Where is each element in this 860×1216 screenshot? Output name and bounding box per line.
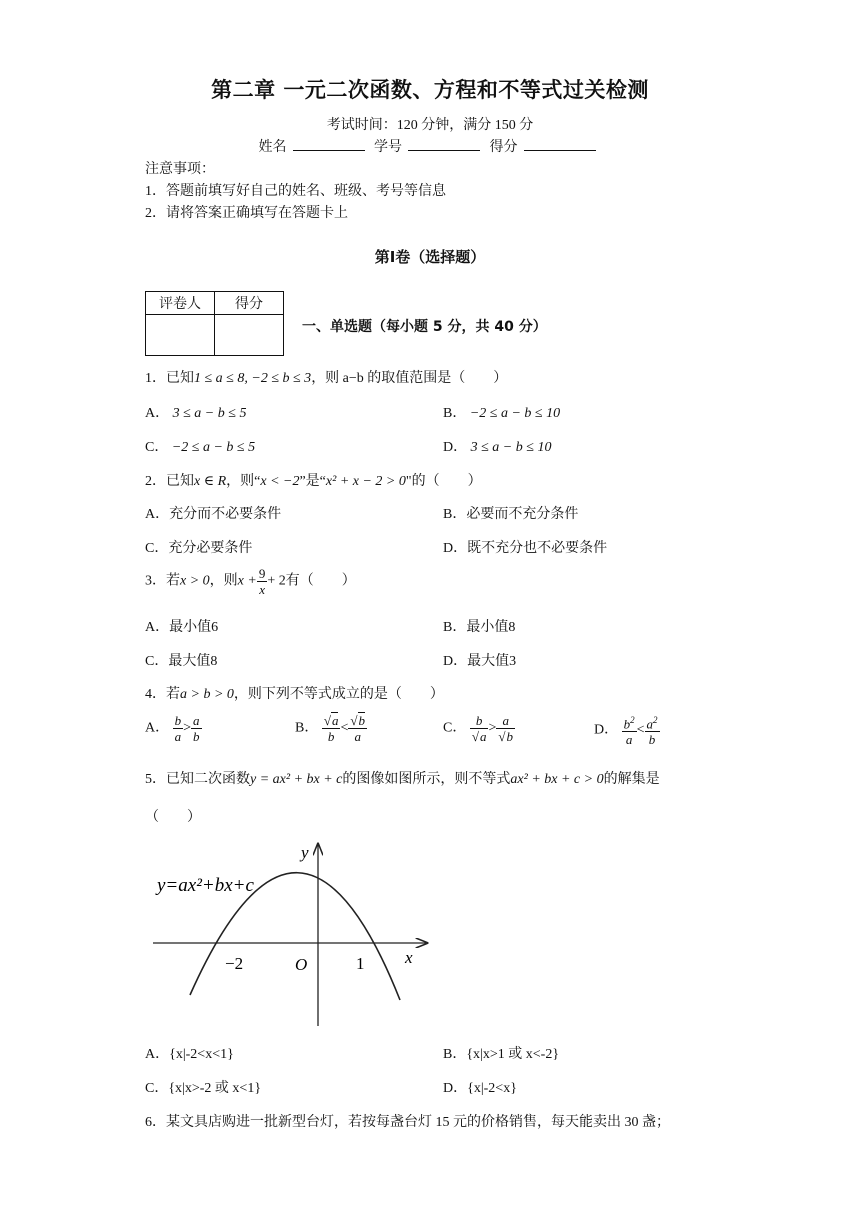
name-blank[interactable]	[293, 138, 365, 151]
q5-option-c[interactable]: C．{x|x>-2 或 x<1}	[145, 1081, 262, 1096]
option-letter: C．	[145, 440, 169, 455]
y-axis-label: y	[301, 843, 309, 862]
fraction	[257, 566, 268, 597]
student-info-line	[0, 136, 860, 156]
question-text: ，则 a−b 的取值范围是（ ）	[311, 371, 508, 386]
math-condition: x < −2	[260, 474, 300, 489]
fraction-numerator: 9	[258, 566, 266, 581]
option-expr: −2 ≤ a − b ≤ 5	[171, 440, 256, 455]
q5-option-a[interactable]: A．{x|-2<x<1}	[145, 1047, 234, 1062]
question-text: 有（ ）	[285, 573, 356, 589]
notes-heading: 注意事项：	[145, 162, 215, 177]
fraction: $\frac{b^2}{a}$	[623, 715, 635, 748]
q2-option-a[interactable]: A．充分而不必要条件	[145, 507, 282, 522]
option-letter: C．	[443, 720, 467, 736]
fraction-denominator: x	[259, 582, 265, 597]
fraction: $\frac{a^2}{b}$	[646, 715, 658, 748]
score-cell[interactable]	[215, 315, 284, 356]
q1-option-a[interactable]	[145, 402, 246, 422]
note-item: 1．答题前填写好自己的姓名、班级、考号等信息	[145, 184, 446, 199]
note-item: 2．请将答案正确填写在答题卡上	[145, 206, 348, 221]
question-4-stem	[145, 683, 444, 703]
question-5-paren: （ ）	[145, 810, 201, 825]
option-letter: D．	[594, 722, 619, 738]
math-condition: x ∈ R	[194, 474, 227, 489]
q5-option-d[interactable]: D．{x|-2<x}	[443, 1081, 517, 1096]
q4-option-b[interactable]: B． $\frac{√a}{b}$ < $\frac{√b}{a}$	[295, 713, 366, 744]
root-right-label: 1	[356, 954, 365, 973]
q1-option-c[interactable]	[145, 436, 255, 456]
math-expr: + 2	[267, 573, 286, 589]
curve-label: y=ax²+bx+c	[157, 875, 254, 896]
fraction: $\frac{b}{√a}$	[471, 713, 487, 744]
question-5-stem	[145, 768, 660, 788]
question-text: 的解集是	[603, 772, 660, 787]
math-condition: a > b > 0	[180, 687, 234, 702]
id-label: 学号	[374, 140, 402, 155]
grader-cell[interactable]	[146, 315, 215, 356]
math-condition: x > 0	[180, 573, 210, 589]
q2-option-b[interactable]: B．必要而不充分条件	[443, 507, 579, 522]
q4-option-a[interactable]: A． $\frac{b}{a}$ > $\frac{a}{b}$	[145, 713, 200, 744]
option-expr: 3 ≤ a − b ≤ 10	[470, 440, 552, 455]
math-expr: y = ax² + bx + c	[250, 772, 343, 787]
option-letter: B．	[295, 720, 319, 736]
fraction: $\frac{√b}{a}$	[350, 713, 366, 744]
q3-option-d[interactable]: D．最大值3	[443, 654, 517, 669]
q2-option-c[interactable]: C．充分必要条件	[145, 541, 253, 556]
question-2-stem	[145, 470, 482, 490]
fraction: $\frac{√a}{b}$	[323, 713, 339, 744]
x-axis-label: x	[405, 948, 413, 967]
option-letter: D．	[443, 440, 468, 455]
parabola-graph	[145, 838, 435, 1030]
question-1-stem	[145, 367, 507, 387]
id-blank[interactable]	[408, 138, 480, 151]
q4-option-c[interactable]: C． $\frac{b}{√a}$ > $\frac{a}{√b}$	[443, 713, 514, 744]
score-blank[interactable]	[524, 138, 596, 151]
option-expr: 3 ≤ a − b ≤ 5	[172, 406, 247, 421]
score-table-header-score: 得分	[215, 292, 284, 315]
root-left-label: −2	[225, 954, 244, 973]
math-expr: ax² + bx + c > 0	[510, 772, 604, 787]
question-number: 2．已知	[145, 474, 194, 489]
q4-option-d[interactable]: D． $\frac{b^2}{a}$ < $\frac{a^2}{b}$	[594, 715, 658, 748]
question-number: 1．已知	[145, 371, 194, 386]
question-text: "的（ ）	[405, 474, 482, 489]
option-letter: A．	[145, 720, 170, 736]
q3-option-b[interactable]: B．最小值8	[443, 620, 516, 635]
name-label: 姓名	[258, 140, 287, 155]
option-expr: −2 ≤ a − b ≤ 10	[469, 406, 561, 421]
question-number: 5．已知二次函数	[145, 772, 250, 787]
fraction: $\frac{a}{b}$	[193, 713, 200, 744]
math-expr: x +	[237, 573, 257, 589]
part-title: 一、单选题（每小题 5 分，共 40 分）	[302, 319, 547, 335]
question-text: 的图像如图所示，则不等式	[342, 772, 511, 787]
q1-option-d[interactable]	[443, 436, 551, 456]
q2-option-d[interactable]: D．既不充分也不必要条件	[443, 541, 608, 556]
question-text: ”是“	[299, 474, 326, 489]
score-table-header-grader: 评卷人	[146, 292, 215, 315]
question-3-stem	[145, 566, 356, 597]
q3-option-a[interactable]: A．最小值6	[145, 620, 219, 635]
q3-option-c[interactable]: C．最大值8	[145, 654, 218, 669]
origin-label: O	[295, 955, 308, 974]
question-text: ，则	[209, 573, 238, 589]
score-table	[145, 291, 284, 356]
question-text: ，则“	[226, 474, 261, 489]
q1-option-b[interactable]	[443, 402, 560, 422]
question-text: ，则下列不等式成立的是（ ）	[233, 687, 444, 702]
math-condition: 1 ≤ a ≤ 8, −2 ≤ b ≤ 3	[194, 371, 312, 386]
question-number: 4．若	[145, 687, 180, 702]
page-title: 第二章 一元二次函数、方程和不等式过关检测	[211, 78, 649, 102]
section-title: 第Ⅰ卷（选择题）	[374, 248, 486, 266]
exam-info: 考试时间：120 分钟，满分 150 分	[326, 118, 534, 133]
fraction: $\frac{b}{a}$	[174, 713, 182, 744]
question-number: 3．若	[145, 573, 180, 589]
q5-option-b[interactable]: B．{x|x>1 或 x<-2}	[443, 1047, 560, 1062]
question-6-stem: 6．某文具店购进一批新型台灯，若按每盏台灯 15 元的价格销售，每天能卖出 30 盏；	[145, 1115, 670, 1130]
math-condition: x² + x − 2 > 0	[325, 474, 406, 489]
option-letter: B．	[443, 406, 467, 421]
option-letter: A．	[145, 406, 170, 421]
score-label: 得分	[489, 140, 518, 155]
fraction: $\frac{a}{√b}$	[498, 713, 514, 744]
